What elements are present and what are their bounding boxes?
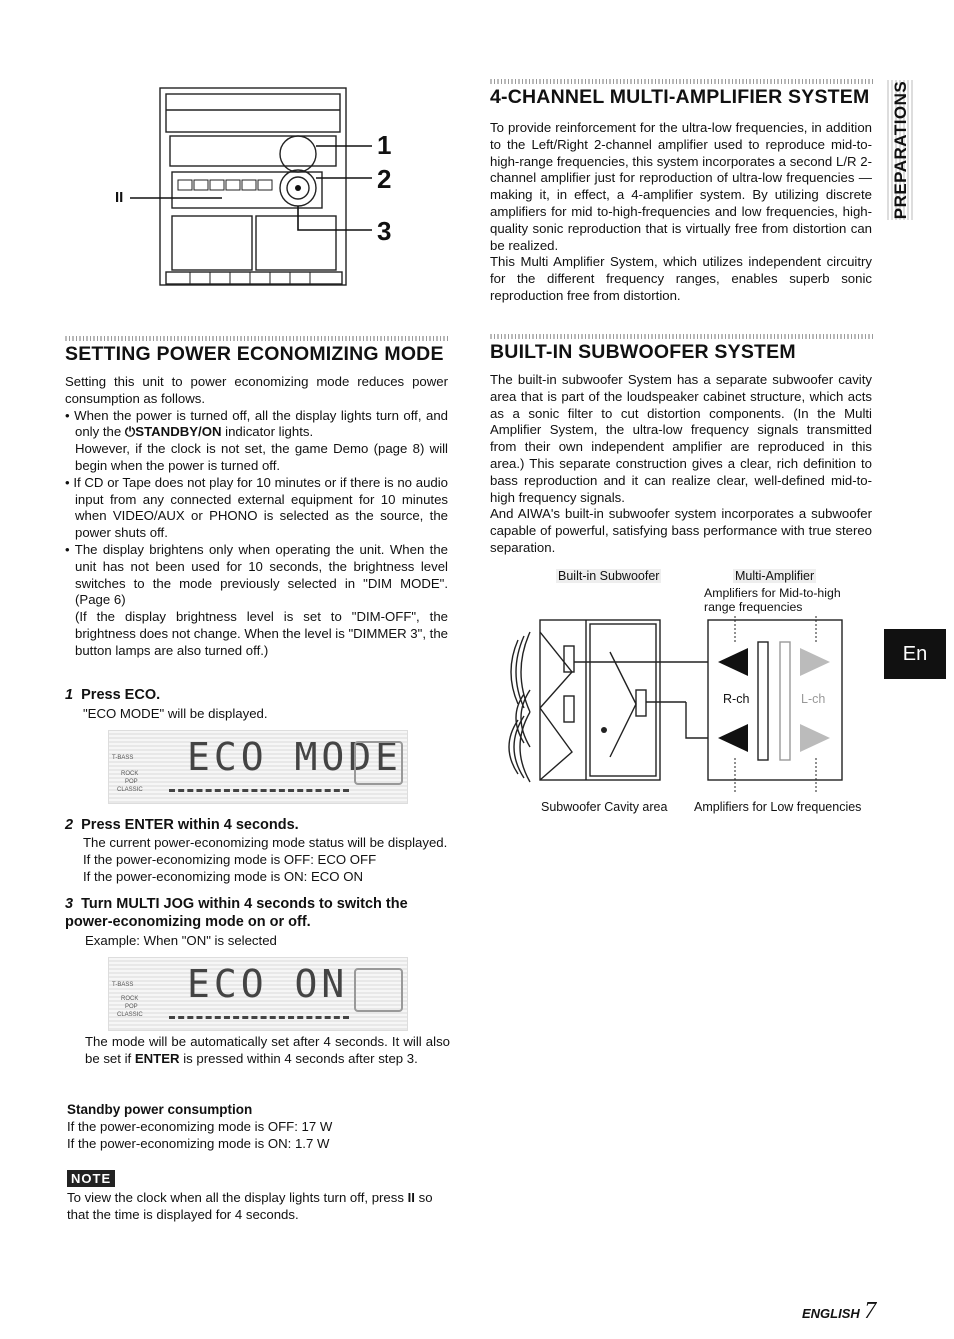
- step-1-heading: 1 Press ECO.: [65, 687, 161, 703]
- eco-bullet-3: • The display brightens only when operating the unit. When the unit has not been used for 10 seconds, the brightness level switches to the mode previously selected in "DIM MODE". (Page 6): [65, 541, 448, 608]
- eco-bullet-3-note: (If the display brightness level is set to "DIM-OFF", the brightness does not change. When the level is "DIMMER 3", the button lamps are also turned off.): [75, 609, 448, 658]
- page-footer: [802, 1298, 876, 1325]
- label-r-ch: R-ch: [723, 692, 750, 706]
- sub-para-2: And AIWA's built-in subwoofer system incorporates a subwoofer capable of powerful, satisfying bass performance with true stereo separation.: [490, 506, 872, 555]
- section-rule: [490, 79, 873, 84]
- lcd-small-classic: CLASSIC: [117, 787, 143, 793]
- lcd-text-eco-mode: ECO MODE: [187, 735, 403, 779]
- section-rule: [490, 334, 873, 339]
- step-3-example: Example: When "ON" is selected: [85, 933, 277, 948]
- eco-text: [65, 374, 448, 660]
- lcd-small-classic: CLASSIC: [117, 1012, 143, 1018]
- lcd-small-pop: POP: [125, 1004, 138, 1010]
- label-multi-amplifier: Multi-Amplifier: [735, 569, 815, 583]
- step-2-text: [83, 835, 453, 885]
- language-tab-en: [884, 629, 946, 679]
- step-2-line-2: If the power-economizing mode is OFF: ECO OFF: [83, 851, 377, 867]
- note-badge: [67, 1170, 115, 1187]
- lcd-small-t-bass: T-BASS: [112, 982, 134, 988]
- lcd-text-eco-on: ECO ON: [187, 962, 349, 1006]
- lcd-right-graphic: [354, 968, 403, 1012]
- step-2-heading: 2 Press ENTER within 4 seconds.: [65, 817, 299, 833]
- multi-para-1: To provide reinforcement for the ultra-low frequencies, in addition to the Left/Right 2-channel amplifier used to reproduce mid-to-high-range frequencies, this system incorporates a second L/R 2-channel amplifier just for reproduction of ultra-low frequencies — making it, in effect, a 4-amplifier system. By utilizing discrete amplifiers for mid to-high-frequencies and low frequencies, high-quality sonic reproduction that is virtually free from distortion can be realized.: [490, 120, 872, 253]
- standby-line-2: If the power-economizing mode is ON: 1.7 W: [67, 1135, 330, 1151]
- eco-intro: Setting this unit to power economizing mode reduces power consumption as follows.: [65, 374, 448, 406]
- lcd-small-rock: ROCK: [121, 771, 139, 777]
- step-1-text: "ECO MODE" will be displayed.: [83, 706, 268, 721]
- step-2-line-3: If the power-economizing mode is ON: ECO ON: [83, 868, 363, 884]
- lcd-level-dashes: [169, 1016, 349, 1019]
- section-rule: [65, 336, 448, 341]
- footer-english: ENGLISH: [802, 1306, 860, 1321]
- side-label-text: PREPARATIONS: [891, 80, 910, 220]
- auto-set-text: The mode will be automatically set after 4 seconds. It will also be set if ENTER is pressed within 4 seconds after step 3.: [85, 1034, 450, 1066]
- step-2-line-1: The current power-economizing mode status will be displayed.: [83, 835, 448, 850]
- section-title-multi-amplifier: 4-CHANNEL MULTI-AMPLIFIER SYSTEM: [490, 86, 870, 108]
- label-builtin-subwoofer: Built-in Subwoofer: [558, 569, 660, 583]
- lcd-level-dashes: [169, 789, 349, 792]
- callout-3: 3: [377, 216, 392, 246]
- eco-bullet-1: • When the power is turned off, all the display lights turn off, and only the ⏻STANDBY/ON indicator lights.: [65, 407, 448, 440]
- label-subwoofer-cavity: Subwoofer Cavity area: [541, 800, 668, 814]
- label-low-amplifiers: Amplifiers for Low frequencies: [694, 800, 862, 814]
- lcd-display-eco-on: [108, 957, 408, 1031]
- stereo-unit-illustration: [110, 80, 410, 295]
- lcd-small-t-bass: T-BASS: [112, 755, 134, 761]
- section-title-subwoofer: BUILT-IN SUBWOOFER SYSTEM: [490, 341, 796, 363]
- standby-text: [67, 1119, 332, 1153]
- callout-1: 1: [377, 130, 392, 160]
- lcd-right-graphic: [354, 741, 403, 785]
- callout-pause: II: [115, 189, 124, 206]
- lcd-display-eco-mode: [108, 730, 408, 804]
- side-label-preparations: [887, 80, 915, 220]
- section-title-eco: SETTING POWER ECONOMIZING MODE: [65, 343, 444, 365]
- standby-line-1: If the power-economizing mode is OFF: 17 W: [67, 1119, 333, 1134]
- multi-para-2: This Multi Amplifier System, which utilizes independent circuitry for the different frequency ranges, enables superb sonic reproduction free from distortion.: [490, 254, 872, 303]
- eco-bullet-2: • If CD or Tape does not play for 10 minutes or if there is no audio input from any connected external equipment for 10 minutes when VIDEO/AUX or PHONO is selected as the source, the power shuts off.: [65, 474, 448, 541]
- lcd-small-pop: POP: [125, 779, 138, 785]
- lcd-small-rock: ROCK: [121, 996, 139, 1002]
- note-label: NOTE: [71, 1171, 112, 1186]
- standby-title: Standby power consumption: [67, 1102, 253, 1117]
- language-tab-label: En: [902, 642, 928, 665]
- label-mid-high-amplifiers: Amplifiers for Mid-to-high range frequencies: [704, 586, 841, 614]
- note-text: To view the clock when all the display lights turn off, press II so that the time is displayed for 4 seconds.: [67, 1190, 433, 1222]
- eco-bullet-1-cont: However, if the clock is not set, the game Demo (page 8) will begin when the power is turned off.: [75, 441, 448, 473]
- multi-amplifier-text: [490, 120, 872, 305]
- sub-para-1: The built-in subwoofer System has a separate subwoofer cavity area that is part of the loudspeaker cabinet structure, which acts as a sonic filter to cut distortion components. (In the Multi Amplifier System, the ultra-low frequency signals transmitted from their own independent amplifier are reproduced in this area.) This separate construction gives a clear, rich definition to bass reproduction and it can realize clear, well-defined mid-to-high frequency signals.: [490, 372, 872, 505]
- subwoofer-text: [490, 372, 872, 557]
- step-3-heading: 3 Turn MULTI JOG within 4 seconds to switch the power-economizing mode on or off.: [65, 896, 408, 930]
- page-number: 7: [864, 1298, 877, 1324]
- callout-2: 2: [377, 164, 392, 194]
- label-l-ch: L-ch: [801, 692, 826, 706]
